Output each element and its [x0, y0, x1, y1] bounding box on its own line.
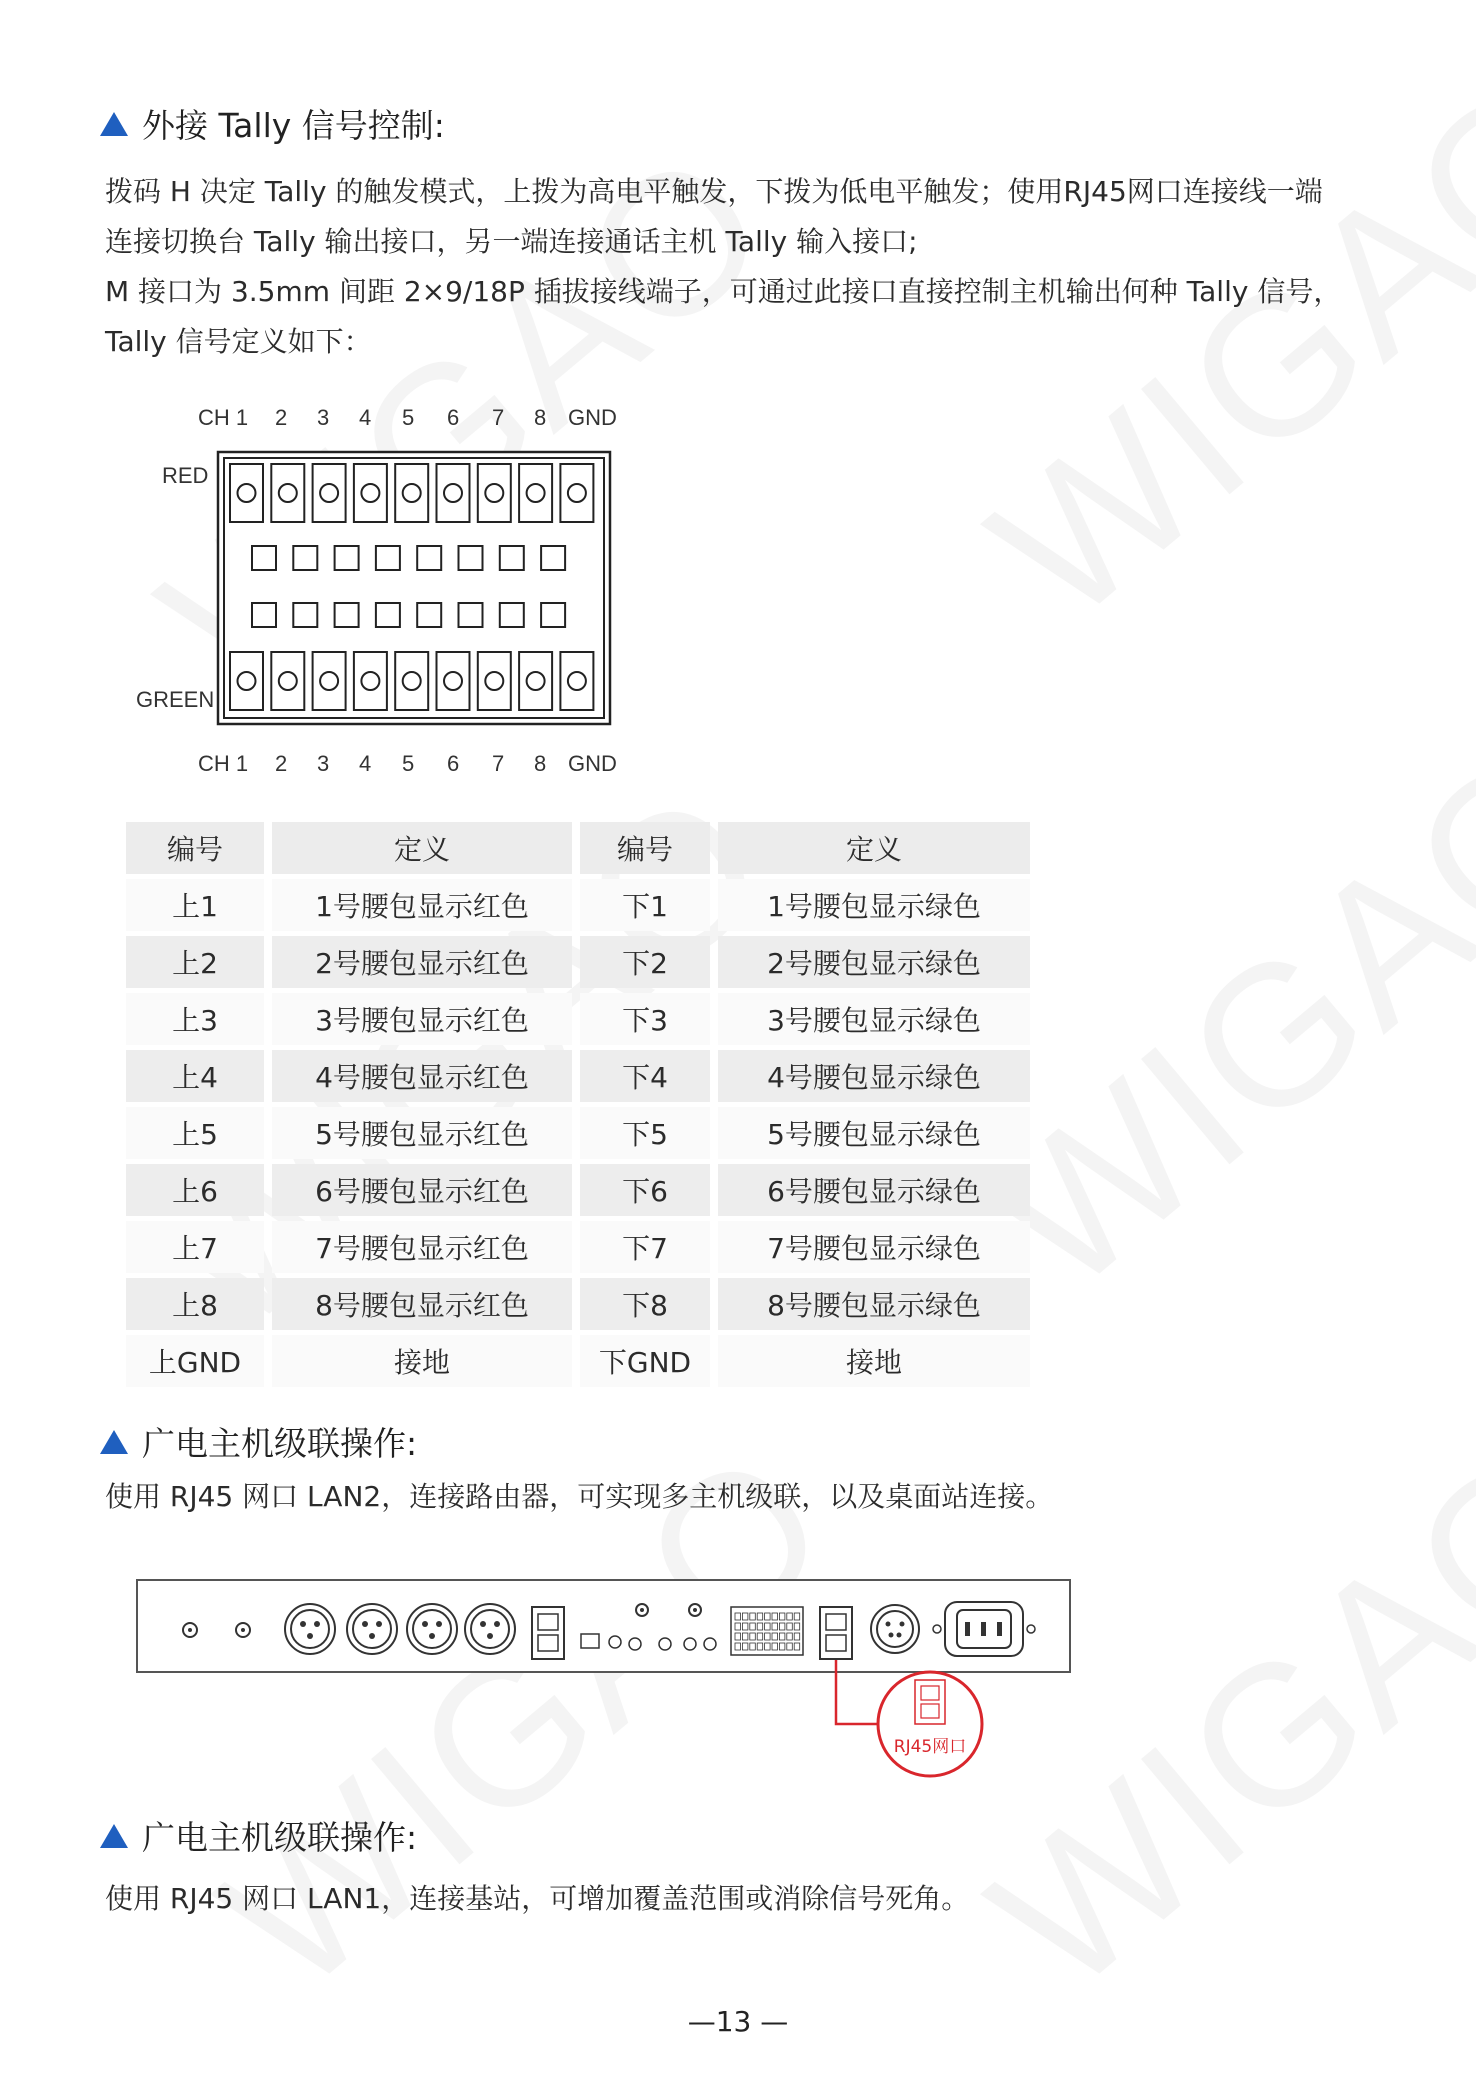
table-cell: 7号腰包显示绿色 [718, 1221, 1030, 1273]
screw-icon [320, 484, 338, 502]
tally-definition-table [118, 817, 1038, 1392]
table-cell: 2号腰包显示红色 [272, 936, 572, 988]
table-cell: 7号腰包显示红色 [272, 1221, 572, 1273]
table-cell: 6号腰包显示红色 [272, 1164, 572, 1216]
cascade-lan2-text [105, 1472, 1405, 1522]
channel-label: 3 [317, 405, 330, 430]
table-row [126, 1050, 1030, 1102]
table-cell: 上5 [126, 1107, 264, 1159]
channel-label: 4 [359, 751, 372, 776]
channel-label: 5 [402, 751, 415, 776]
table-row [126, 1164, 1030, 1216]
triangle-bullet-icon [100, 112, 128, 136]
screw-icon [568, 672, 586, 690]
screw-icon [279, 484, 297, 502]
table-row [126, 879, 1030, 931]
channel-label: 5 [402, 405, 415, 430]
terminal-pin [252, 603, 276, 627]
table-row [126, 993, 1030, 1045]
screw-icon [238, 672, 256, 690]
screw-icon [485, 484, 503, 502]
rear-panel-illustration [135, 1572, 1085, 1784]
table-cell: 2号腰包显示绿色 [718, 936, 1030, 988]
terminal-pin [252, 546, 276, 570]
table-cell: 上1 [126, 879, 264, 931]
channel-label: 2 [275, 405, 288, 430]
table-cell: 上3 [126, 993, 264, 1045]
screw-icon [444, 484, 462, 502]
terminal-pin [376, 603, 400, 627]
terminal-pin [541, 546, 565, 570]
terminal-pin [459, 546, 483, 570]
channel-label: 8 [534, 751, 547, 776]
table-cell: 下5 [580, 1107, 710, 1159]
table-cell: 接地 [718, 1335, 1030, 1387]
paragraph-line: 连接切换台 Tally 输出接口，另一端连接通话主机 Tally 输入接口; [105, 225, 918, 258]
terminal-block-svg [216, 450, 612, 726]
screw-icon [320, 672, 338, 690]
table-header: 编号 [126, 822, 264, 874]
channel-label: CH 1 [198, 751, 249, 776]
table-row [126, 936, 1030, 988]
page-number: —13 — [687, 2005, 789, 2038]
table-cell: 上GND [126, 1335, 264, 1387]
table-cell: 下7 [580, 1221, 710, 1273]
cascade-lan1-text [105, 1874, 1405, 1924]
channel-label: GND [568, 405, 617, 430]
screw-icon [403, 672, 421, 690]
table-row [126, 1107, 1030, 1159]
channel-label: 4 [359, 405, 372, 430]
channel-label: CH 1 [198, 405, 249, 430]
table-cell: 3号腰包显示绿色 [718, 993, 1030, 1045]
channel-label: 6 [447, 405, 460, 430]
section-title-cascade-lan1 [100, 1812, 417, 1859]
section-title-text: 广电主机级联操作: [142, 1424, 418, 1463]
section-title-text: 外接 Tally 信号控制: [142, 106, 445, 145]
screw-icon [361, 672, 379, 690]
table-cell: 上8 [126, 1278, 264, 1330]
screw-icon [361, 484, 379, 502]
channel-label: 6 [447, 751, 460, 776]
screw-icon [444, 672, 462, 690]
section-title-tally [100, 100, 445, 147]
screw-icon [238, 484, 256, 502]
table-row [126, 1335, 1030, 1387]
table-row [126, 1221, 1030, 1273]
table-cell: 4号腰包显示绿色 [718, 1050, 1030, 1102]
table-cell: 下4 [580, 1050, 710, 1102]
table-cell: 下GND [580, 1335, 710, 1387]
table-cell: 5号腰包显示绿色 [718, 1107, 1030, 1159]
table-cell: 6号腰包显示绿色 [718, 1164, 1030, 1216]
section-title-cascade-lan2 [100, 1418, 417, 1465]
channel-label: 2 [275, 751, 288, 776]
channel-label: 8 [534, 405, 547, 430]
table-header: 定义 [718, 822, 1030, 874]
table-cell: 1号腰包显示红色 [272, 879, 572, 931]
terminal-pin [335, 546, 359, 570]
paragraph-line: 使用 RJ45 网口 LAN1，连接基站，可增加覆盖范围或消除信号死角。 [105, 1882, 970, 1915]
terminal-pin [500, 603, 524, 627]
table-cell: 上7 [126, 1221, 264, 1273]
terminal-pin [335, 603, 359, 627]
table-cell: 下1 [580, 879, 710, 931]
green-row-label: GREEN [136, 687, 215, 712]
table-header: 编号 [580, 822, 710, 874]
screw-icon [279, 672, 297, 690]
table-cell: 3号腰包显示红色 [272, 993, 572, 1045]
table-cell: 上4 [126, 1050, 264, 1102]
table-cell: 8号腰包显示绿色 [718, 1278, 1030, 1330]
paragraph-line: Tally 信号定义如下： [105, 325, 372, 358]
paragraph-line: M 接口为 3.5mm 间距 2×9/18P 插拔接线端子，可通过此接口直接控制主机输出何种 Tally 信号， [105, 275, 1342, 308]
terminal-pin [293, 546, 317, 570]
terminal-pin [417, 603, 441, 627]
table-cell: 8号腰包显示红色 [272, 1278, 572, 1330]
table-cell: 上2 [126, 936, 264, 988]
channel-label: 7 [492, 405, 505, 430]
channel-label: 3 [317, 751, 330, 776]
screw-icon [527, 672, 545, 690]
terminal-pin [293, 603, 317, 627]
screw-icon [403, 484, 421, 502]
callout-label: RJ45网口 [893, 1737, 967, 1757]
terminal-pin [541, 603, 565, 627]
section-title-text: 广电主机级联操作: [142, 1818, 418, 1857]
terminal-pin [376, 546, 400, 570]
terminal-block-diagram [120, 395, 640, 780]
tally-paragraph [105, 167, 1405, 367]
screw-icon [485, 672, 503, 690]
table-cell: 4号腰包显示红色 [272, 1050, 572, 1102]
triangle-bullet-icon [100, 1430, 128, 1454]
table-cell: 下6 [580, 1164, 710, 1216]
terminal-pin [500, 546, 524, 570]
red-row-label: RED [162, 463, 209, 488]
table-cell: 5号腰包显示红色 [272, 1107, 572, 1159]
screw-icon [568, 484, 586, 502]
table-row [126, 1278, 1030, 1330]
terminal-pin [417, 546, 441, 570]
paragraph-line: 拨码 H 决定 Tally 的触发模式，上拨为高电平触发，下拨为低电平触发；使用RJ45网口连接线一端 [105, 175, 1323, 208]
screw-icon [527, 484, 545, 502]
channel-label: GND [568, 751, 617, 776]
table-cell: 接地 [272, 1335, 572, 1387]
paragraph-line: 使用 RJ45 网口 LAN2，连接路由器，可实现多主机级联，以及桌面站连接。 [105, 1480, 1054, 1513]
table-cell: 下3 [580, 993, 710, 1045]
terminal-pin [459, 603, 483, 627]
table-cell: 下8 [580, 1278, 710, 1330]
triangle-bullet-icon [100, 1824, 128, 1848]
table-cell: 1号腰包显示绿色 [718, 879, 1030, 931]
table-cell: 上6 [126, 1164, 264, 1216]
table-cell: 下2 [580, 936, 710, 988]
table-header: 定义 [272, 822, 572, 874]
channel-label: 7 [492, 751, 505, 776]
